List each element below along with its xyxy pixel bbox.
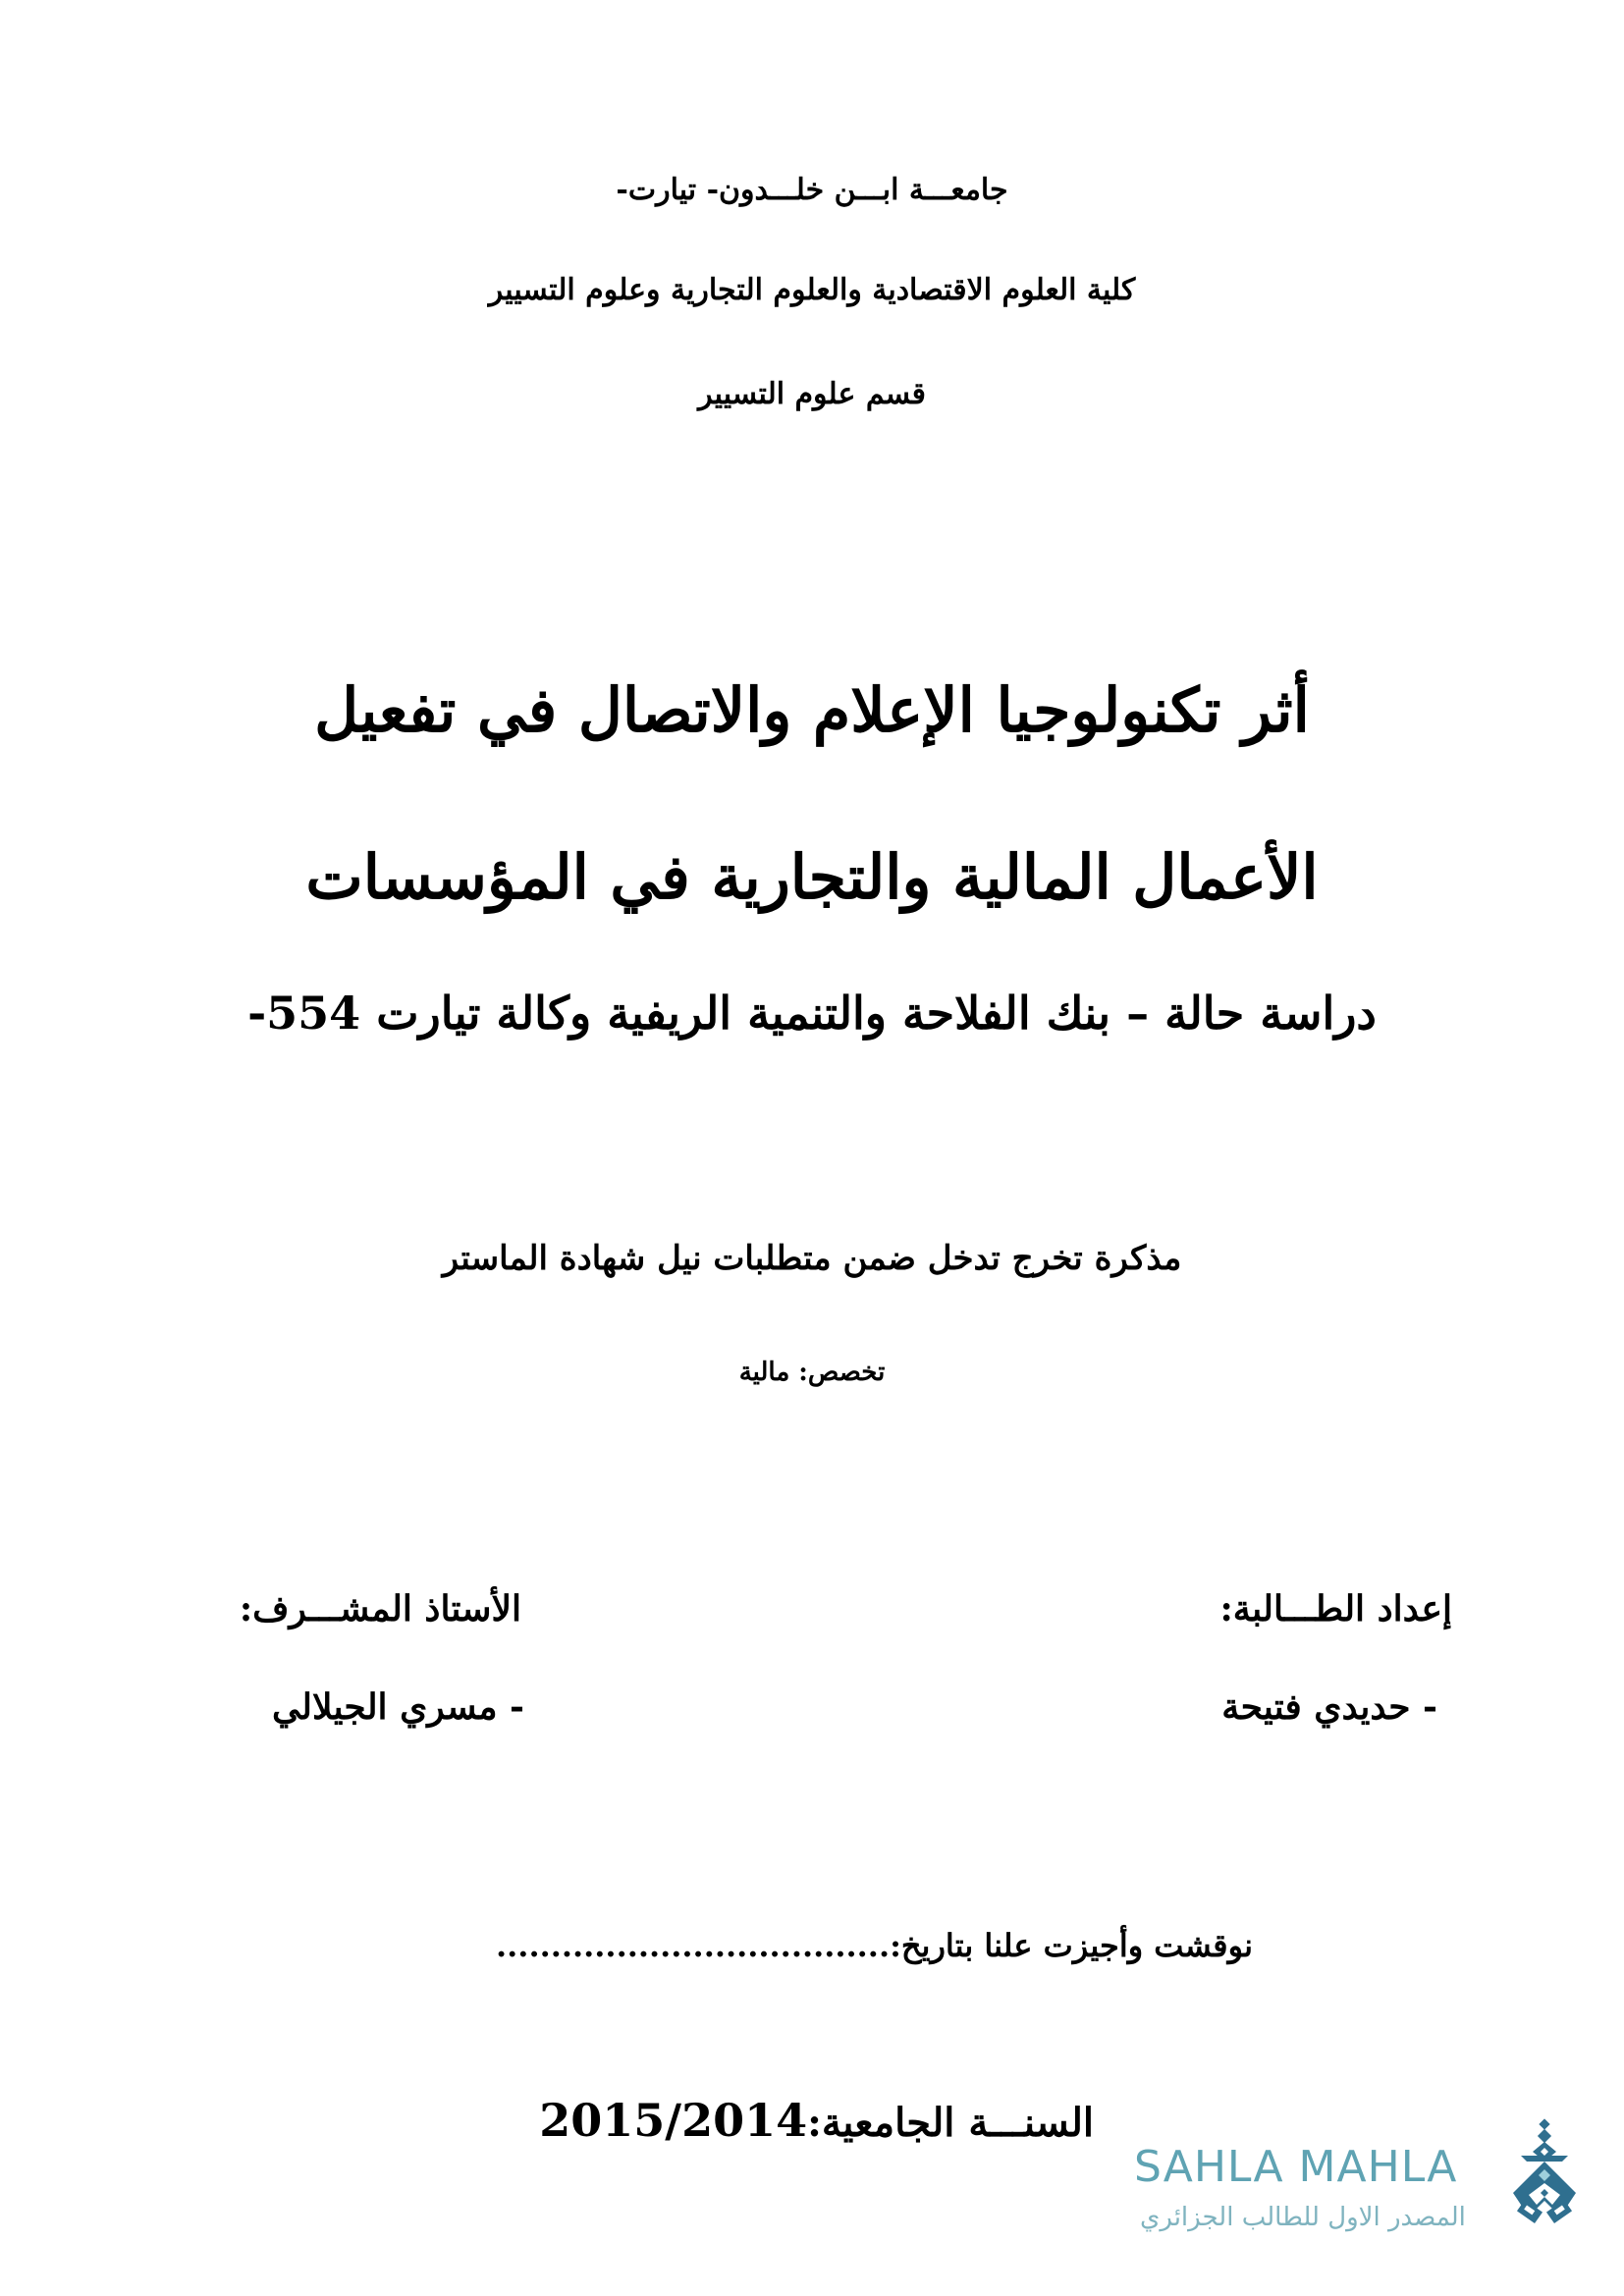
department-name: قسم علوم التسيير xyxy=(698,377,926,411)
academic-year xyxy=(539,2094,1094,2147)
defense-date-line xyxy=(496,1927,1253,1964)
defense-label: نوقشت وأجيزت علنا بتاريخ: xyxy=(890,1927,1253,1964)
sahla-mahla-logo-icon xyxy=(1505,2118,1584,2232)
supervisor-name: - مسري الجيلالي xyxy=(272,1686,524,1728)
student-label: إعداد الطـــالبة: xyxy=(1219,1588,1452,1629)
student-name: - حديدي فتيحة xyxy=(1221,1686,1437,1728)
university-name: جامعـــة ابـــن خلـــدون- تيارت- xyxy=(616,173,1008,207)
academic-year-label: السنـــة الجامعية: xyxy=(807,2100,1094,2146)
sahla-mahla-watermark xyxy=(1134,2118,1615,2266)
supervisor-label: الأستاذ المشـــرف: xyxy=(239,1588,521,1629)
watermark-brand: SAHLA MAHLA xyxy=(1134,2142,1458,2192)
academic-year-value: 2015/2014 xyxy=(539,2094,808,2147)
case-study-subtitle: دراسة حالة – بنك الفلاحة والتنمية الريفية وكالة تيارت 554- xyxy=(247,987,1377,1040)
memo-description: مذكرة تخرج تدخل ضمن متطلبات نيل شهادة الماستر xyxy=(442,1239,1182,1278)
defense-date-blank: .................................... xyxy=(496,1927,891,1964)
thesis-title-line-2: الأعمال المالية والتجارية في المؤسسات xyxy=(305,841,1319,913)
faculty-name: كلية العلوم الاقتصادية والعلوم التجارية وعلوم التسيير xyxy=(488,273,1136,307)
specialization: تخصص: مالية xyxy=(738,1358,886,1387)
thesis-title-line-1: أثر تكنولوجيا الإعلام والاتصال في تفعيل xyxy=(314,674,1310,746)
watermark-tagline: المصدر الاول للطالب الجزائري xyxy=(1140,2203,1466,2232)
